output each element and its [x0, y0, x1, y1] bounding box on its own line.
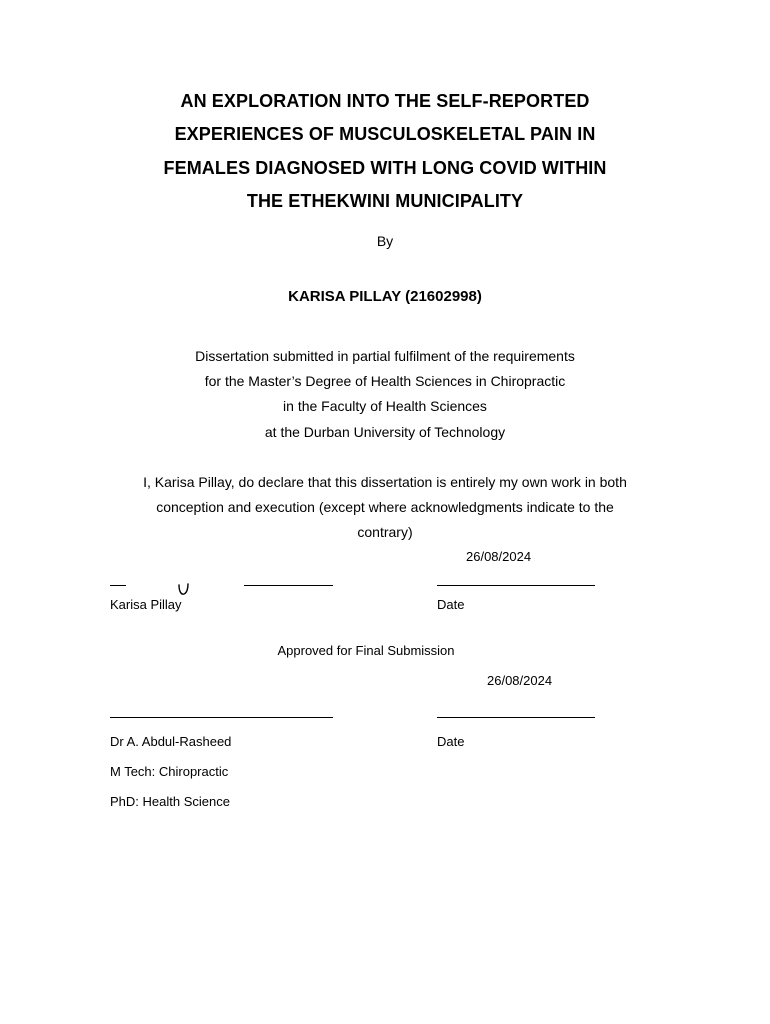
author-name: KARISA PILLAY (21602998) — [288, 288, 482, 305]
title-line-4: THE ETHEKWINI MUNICIPALITY — [246, 191, 524, 211]
approval-date-label: Date — [437, 734, 465, 749]
approval-heading: Approved for Final Submission — [277, 643, 455, 658]
student-date-line — [437, 585, 595, 586]
submission-line-2: for the Master’s Degree of Health Sciences in Chiropractic — [204, 373, 566, 389]
supervisor-qualification-1: M Tech: Chiropractic — [110, 764, 229, 779]
submission-line-1: Dissertation submitted in partial fulfilment of the requirements — [195, 348, 575, 364]
declaration-line-3: contrary) — [357, 524, 413, 540]
declaration-line-1: I, Karisa Pillay, do declare that this dissertation is entirely my own work in both — [143, 474, 627, 490]
supervisor-name: Dr A. Abdul-Rasheed — [110, 734, 232, 749]
student-signature-mark — [176, 582, 190, 598]
supervisor-qualification-2: PhD: Health Science — [110, 794, 230, 809]
student-signature-line-short — [110, 585, 126, 586]
by-label: By — [376, 233, 394, 249]
title-line-2: EXPERIENCES OF MUSCULOSKELETAL PAIN IN — [174, 124, 596, 144]
title-line-1: AN EXPLORATION INTO THE SELF-REPORTED — [180, 91, 590, 111]
student-name: Karisa Pillay — [110, 597, 182, 612]
supervisor-signature-line — [110, 717, 333, 718]
title-line-3: FEMALES DIAGNOSED WITH LONG COVID WITHIN — [163, 158, 607, 178]
declaration-line-2: conception and execution (except where acknowledgments indicate to the — [156, 499, 614, 515]
submission-line-4: at the Durban University of Technology — [264, 424, 506, 440]
student-date-value: 26/08/2024 — [466, 549, 532, 564]
approval-date-value: 26/08/2024 — [487, 673, 553, 688]
student-date-label: Date — [437, 597, 465, 612]
submission-line-3: in the Faculty of Health Sciences — [283, 398, 487, 414]
student-signature-line — [244, 585, 333, 586]
approval-date-line — [437, 717, 595, 718]
